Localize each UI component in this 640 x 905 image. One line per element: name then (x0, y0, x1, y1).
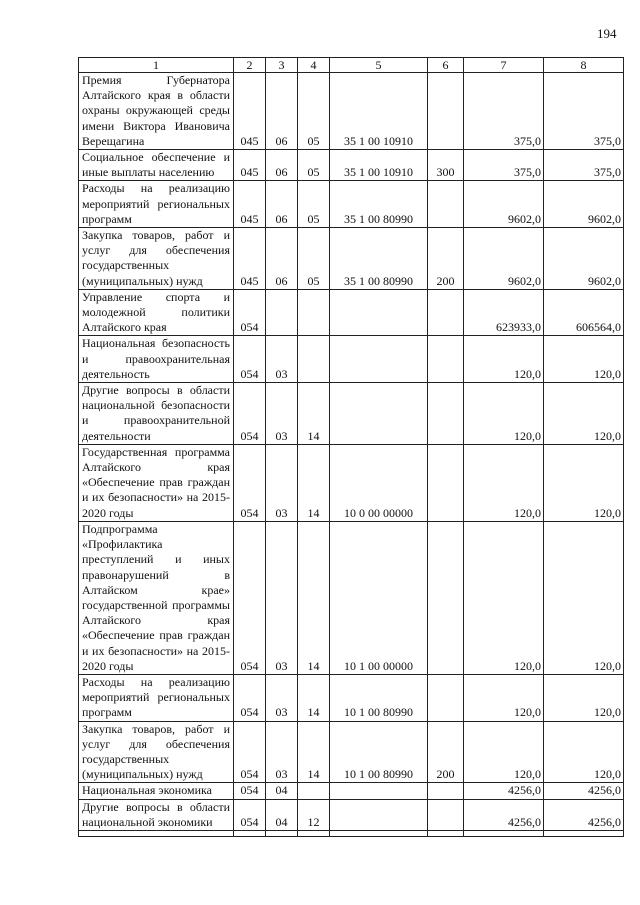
expense-type-cell (428, 521, 464, 674)
target-article-cell (330, 289, 428, 336)
table-row (79, 181, 624, 228)
ved-code-cell: 054 (234, 289, 266, 336)
subsection-code-cell: 05 (298, 228, 330, 290)
empty-cell (464, 830, 544, 836)
table-row (79, 674, 624, 721)
section-code-cell: 06 (266, 181, 298, 228)
amount-2020-cell: 120,0 (544, 444, 624, 521)
section-code-cell: 03 (266, 444, 298, 521)
amount-2019-cell: 375,0 (464, 73, 544, 150)
table-body (79, 58, 624, 837)
subsection-code-cell: 05 (298, 181, 330, 228)
empty-cell (544, 830, 624, 836)
amount-2019-cell: 9602,0 (464, 181, 544, 228)
column-header: 2 (234, 58, 266, 73)
table-row (79, 783, 624, 799)
ved-code-cell: 054 (234, 383, 266, 445)
ved-code-cell: 054 (234, 674, 266, 721)
amount-2020-cell: 9602,0 (544, 228, 624, 290)
target-article-cell: 10 1 00 00000 (330, 521, 428, 674)
item-name-cell: Национальная экономика (79, 783, 234, 799)
expense-type-cell: 200 (428, 721, 464, 783)
expense-type-cell: 300 (428, 150, 464, 181)
target-article-cell: 35 1 00 80990 (330, 181, 428, 228)
section-code-cell: 04 (266, 799, 298, 830)
empty-cell (428, 830, 464, 836)
item-name-cell: Закупка товаров, работ и услуг для обеспечения государственных (муниципальных) нужд (79, 721, 234, 783)
expense-type-cell (428, 799, 464, 830)
subsection-code-cell: 05 (298, 150, 330, 181)
amount-2019-cell: 120,0 (464, 674, 544, 721)
target-article-cell (330, 383, 428, 445)
amount-2019-cell: 120,0 (464, 521, 544, 674)
target-article-cell (330, 336, 428, 383)
section-code-cell (266, 289, 298, 336)
amount-2020-cell: 120,0 (544, 721, 624, 783)
target-article-cell: 10 1 00 80990 (330, 674, 428, 721)
section-code-cell: 04 (266, 783, 298, 799)
expense-type-cell (428, 336, 464, 383)
expense-type-cell (428, 289, 464, 336)
table-row (79, 336, 624, 383)
item-name-cell: Управление спорта и молодежной политики Алтайского края (79, 289, 234, 336)
target-article-cell: 10 1 00 80990 (330, 721, 428, 783)
item-name-cell: Государственная программа Алтайского края «Обеспечение прав граждан и их безопасности» на 2015-2020 годы (79, 444, 234, 521)
ved-code-cell: 045 (234, 228, 266, 290)
column-header: 5 (330, 58, 428, 73)
subsection-code-cell: 14 (298, 444, 330, 521)
amount-2019-cell: 4256,0 (464, 783, 544, 799)
section-code-cell: 03 (266, 336, 298, 383)
amount-2020-cell: 375,0 (544, 150, 624, 181)
subsection-code-cell: 14 (298, 521, 330, 674)
expense-type-cell (428, 444, 464, 521)
table-row (79, 150, 624, 181)
ved-code-cell: 054 (234, 521, 266, 674)
target-article-cell: 35 1 00 10910 (330, 150, 428, 181)
empty-cell (330, 830, 428, 836)
amount-2020-cell: 606564,0 (544, 289, 624, 336)
item-name-cell: Подпрограмма «Профилактика преступлений и иных правонарушений в Алтайском крае» государственной программы Алтайского края «Обеспечение прав граждан и их безопасности» на 2015-2020 годы (79, 521, 234, 674)
item-name-cell: Закупка товаров, работ и услуг для обеспечения государственных (муниципальных) нужд (79, 228, 234, 290)
subsection-code-cell: 14 (298, 383, 330, 445)
ved-code-cell: 045 (234, 181, 266, 228)
expense-type-cell (428, 73, 464, 150)
amount-2020-cell: 4256,0 (544, 783, 624, 799)
amount-2019-cell: 120,0 (464, 444, 544, 521)
subsection-code-cell (298, 783, 330, 799)
subsection-code-cell: 14 (298, 674, 330, 721)
subsection-code-cell: 05 (298, 73, 330, 150)
table-row (79, 799, 624, 830)
item-name-cell: Национальная безопасность и правоохранительная деятельность (79, 336, 234, 383)
empty-cell (266, 830, 298, 836)
column-header: 1 (79, 58, 234, 73)
table-row (79, 444, 624, 521)
table-row (79, 383, 624, 445)
ved-code-cell: 045 (234, 150, 266, 181)
expense-type-cell (428, 383, 464, 445)
section-code-cell: 06 (266, 228, 298, 290)
column-header: 3 (266, 58, 298, 73)
item-name-cell: Расходы на реализацию мероприятий региональных программ (79, 181, 234, 228)
ved-code-cell: 054 (234, 783, 266, 799)
subsection-code-cell (298, 289, 330, 336)
table-row (79, 73, 624, 150)
amount-2019-cell: 4256,0 (464, 799, 544, 830)
table-bottom-strip (79, 830, 624, 836)
table-row (79, 721, 624, 783)
ved-code-cell: 054 (234, 799, 266, 830)
subsection-code-cell: 14 (298, 721, 330, 783)
section-code-cell: 03 (266, 721, 298, 783)
item-name-cell: Другие вопросы в области национальной безопасности и правоохранительной деятельности (79, 383, 234, 445)
section-code-cell: 06 (266, 73, 298, 150)
amount-2019-cell: 120,0 (464, 721, 544, 783)
expense-type-cell: 200 (428, 228, 464, 290)
table-row (79, 228, 624, 290)
subsection-code-cell: 12 (298, 799, 330, 830)
section-code-cell: 03 (266, 383, 298, 445)
target-article-cell (330, 783, 428, 799)
ved-code-cell: 054 (234, 721, 266, 783)
amount-2020-cell: 375,0 (544, 73, 624, 150)
section-code-cell: 03 (266, 674, 298, 721)
amount-2019-cell: 375,0 (464, 150, 544, 181)
amount-2020-cell: 4256,0 (544, 799, 624, 830)
empty-cell (298, 830, 330, 836)
item-name-cell: Премия Губернатора Алтайского края в области охраны окружающей среды имени Виктора Ивановича Верещагина (79, 73, 234, 150)
table-row (79, 289, 624, 336)
target-article-cell (330, 799, 428, 830)
ved-code-cell: 054 (234, 444, 266, 521)
table-row (79, 521, 624, 674)
expense-type-cell (428, 783, 464, 799)
amount-2020-cell: 120,0 (544, 521, 624, 674)
ved-code-cell: 054 (234, 336, 266, 383)
empty-cell (79, 830, 234, 836)
target-article-cell: 35 1 00 10910 (330, 73, 428, 150)
subsection-code-cell (298, 336, 330, 383)
amount-2019-cell: 120,0 (464, 336, 544, 383)
section-code-cell: 03 (266, 521, 298, 674)
amount-2019-cell: 623933,0 (464, 289, 544, 336)
expense-type-cell (428, 181, 464, 228)
column-number-row (79, 58, 624, 73)
target-article-cell: 10 0 00 00000 (330, 444, 428, 521)
item-name-cell: Другие вопросы в области национальной экономики (79, 799, 234, 830)
amount-2020-cell: 120,0 (544, 383, 624, 445)
amount-2020-cell: 120,0 (544, 674, 624, 721)
column-header: 4 (298, 58, 330, 73)
amount-2019-cell: 9602,0 (464, 228, 544, 290)
page-number: 194 (597, 26, 617, 41)
target-article-cell: 35 1 00 80990 (330, 228, 428, 290)
amount-2019-cell: 120,0 (464, 383, 544, 445)
column-header: 6 (428, 58, 464, 73)
section-code-cell: 06 (266, 150, 298, 181)
amount-2020-cell: 9602,0 (544, 181, 624, 228)
budget-table (78, 57, 624, 837)
item-name-cell: Социальное обеспечение и иные выплаты населению (79, 150, 234, 181)
ved-code-cell: 045 (234, 73, 266, 150)
column-header: 8 (544, 58, 624, 73)
expense-type-cell (428, 674, 464, 721)
empty-cell (234, 830, 266, 836)
amount-2020-cell: 120,0 (544, 336, 624, 383)
column-header: 7 (464, 58, 544, 73)
item-name-cell: Расходы на реализацию мероприятий региональных программ (79, 674, 234, 721)
